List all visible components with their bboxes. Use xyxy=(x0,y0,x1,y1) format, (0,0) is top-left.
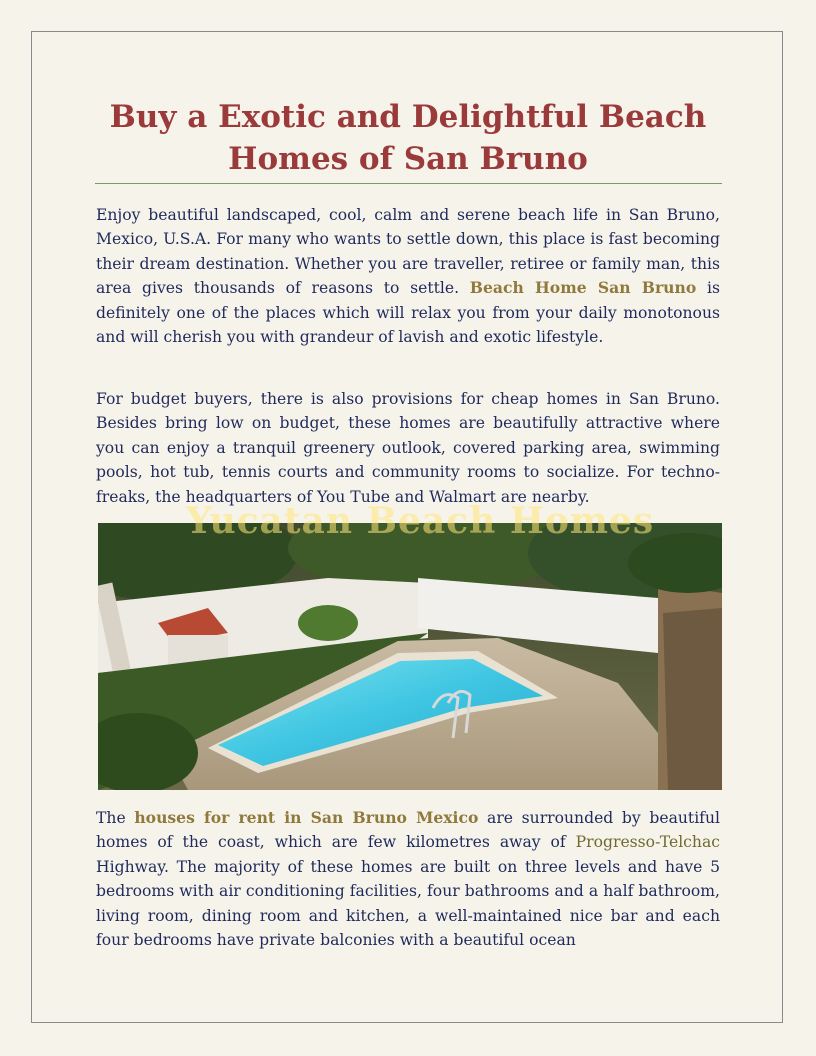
houses-for-rent-link[interactable]: houses for rent in San Bruno Mexico xyxy=(134,808,479,827)
budget-paragraph: For budget buyers, there is also provisions for cheap homes in San Bruno. Besides bring low on budget, these homes are beautifully attractive where you can enjoy a tranquil greenery outlook, covered parking area, swimming pools, hot tub, tennis courts and community rooms to socialize. For techno-freaks, the headquarters of You Tube and Walmart are nearby. xyxy=(96,390,720,506)
title-divider xyxy=(95,183,722,184)
rental-paragraph xyxy=(96,806,720,952)
intro-paragraph xyxy=(96,203,720,349)
rental-text-mid: are surrounded by beautiful homes of the coast, which are few kilometres away of xyxy=(96,809,720,852)
progresso-telchac-link[interactable]: Progresso-Telchac xyxy=(575,833,720,852)
page-title: Buy a Exotic and Delightful Beach Homes of San Bruno xyxy=(109,99,707,177)
rental-text-end: Highway. The majority of these homes are built on three levels and have 5 bedrooms with air conditioning facilities, four bathrooms and a half bathroom, living room, dining room and kitchen, a well-maintained nice bar and each four bedrooms have private balconies with a beautiful ocean xyxy=(96,857,720,950)
intro-text-end: is definitely one of the places which will relax you from your daily monotonous and will cherish you with grandeur of lavish and exotic lifestyle. xyxy=(96,279,720,347)
photo-watermark: Yucatan Beach Homes xyxy=(185,500,655,542)
rental-text-start: The xyxy=(96,809,135,827)
intro-text-start: Enjoy beautiful landscaped, cool, calm and serene beach life in San Bruno, Mexico, U.S.A. For many who wants to settle down, this place is fast becoming their dream destination. Whether you are traveller, retiree or family man, this area gives thousands of reasons to settle. xyxy=(96,206,720,298)
beach-home-san-bruno-link[interactable]: Beach Home San Bruno xyxy=(469,278,697,298)
pool-photo xyxy=(98,523,722,790)
